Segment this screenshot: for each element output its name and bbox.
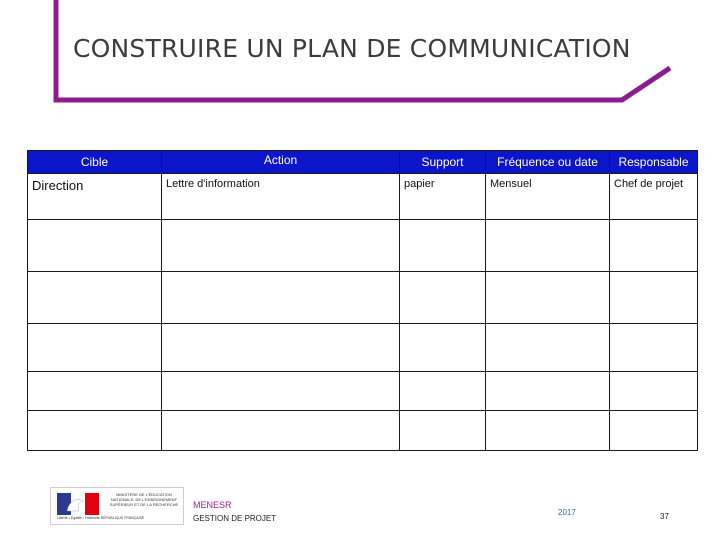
cell-cible: Direction (28, 174, 162, 220)
cell-support (400, 372, 486, 411)
cell-action (162, 220, 400, 272)
rf-motto: Liberté • Égalité • Fraternité RÉPUBLIQUE FRANÇAISE (57, 516, 145, 520)
table-row (28, 220, 698, 272)
cell-cible (28, 372, 162, 411)
cell-action (162, 324, 400, 372)
cell-responsable: Chef de projet (610, 174, 698, 220)
header-responsable: Responsable (610, 151, 698, 174)
header-cible: Cible (28, 151, 162, 174)
header-support: Support (400, 151, 486, 174)
table-row (28, 324, 698, 372)
footer-year: 2017 (558, 508, 576, 517)
cell-responsable (610, 220, 698, 272)
cell-cible (28, 411, 162, 451)
ministry-name: MINISTÈRE DE L'ÉDUCATION NATIONALE, DE L'ENSEIGNEMENT SUPÉRIEUR ET DE LA RECHERCHE (109, 492, 179, 507)
table-row (28, 411, 698, 451)
slide-title: CONSTRUIRE UN PLAN DE COMMUNICATION (73, 34, 631, 63)
cell-responsable (610, 372, 698, 411)
cell-action (162, 372, 400, 411)
cell-frequence (486, 220, 610, 272)
cell-frequence (486, 372, 610, 411)
cell-support (400, 411, 486, 451)
cell-frequence (486, 324, 610, 372)
cell-support (400, 220, 486, 272)
cell-frequence (486, 411, 610, 451)
table-row (28, 174, 698, 220)
cell-cible (28, 324, 162, 372)
header-frequence: Fréquence ou date (486, 151, 610, 174)
cell-cible (28, 272, 162, 324)
cell-frequence (486, 272, 610, 324)
cell-support (400, 324, 486, 372)
cell-cible (28, 220, 162, 272)
marianne-flag-icon (57, 493, 99, 515)
cell-action: Lettre d'information (162, 174, 400, 220)
footer-org: MENESR (193, 500, 232, 510)
cell-frequence: Mensuel (486, 174, 610, 220)
table-row (28, 272, 698, 324)
table-row (28, 372, 698, 411)
cell-support (400, 272, 486, 324)
cell-action (162, 272, 400, 324)
cell-responsable (610, 272, 698, 324)
communication-plan-table (27, 150, 698, 451)
table-header-row (28, 151, 698, 174)
header-action: Action (162, 151, 400, 174)
footer-project: GESTION DE PROJET (193, 514, 277, 523)
cell-responsable (610, 324, 698, 372)
page-number: 37 (660, 512, 669, 521)
cell-support: papier (400, 174, 486, 220)
cell-responsable (610, 411, 698, 451)
ministry-logo (50, 487, 184, 525)
cell-action (162, 411, 400, 451)
